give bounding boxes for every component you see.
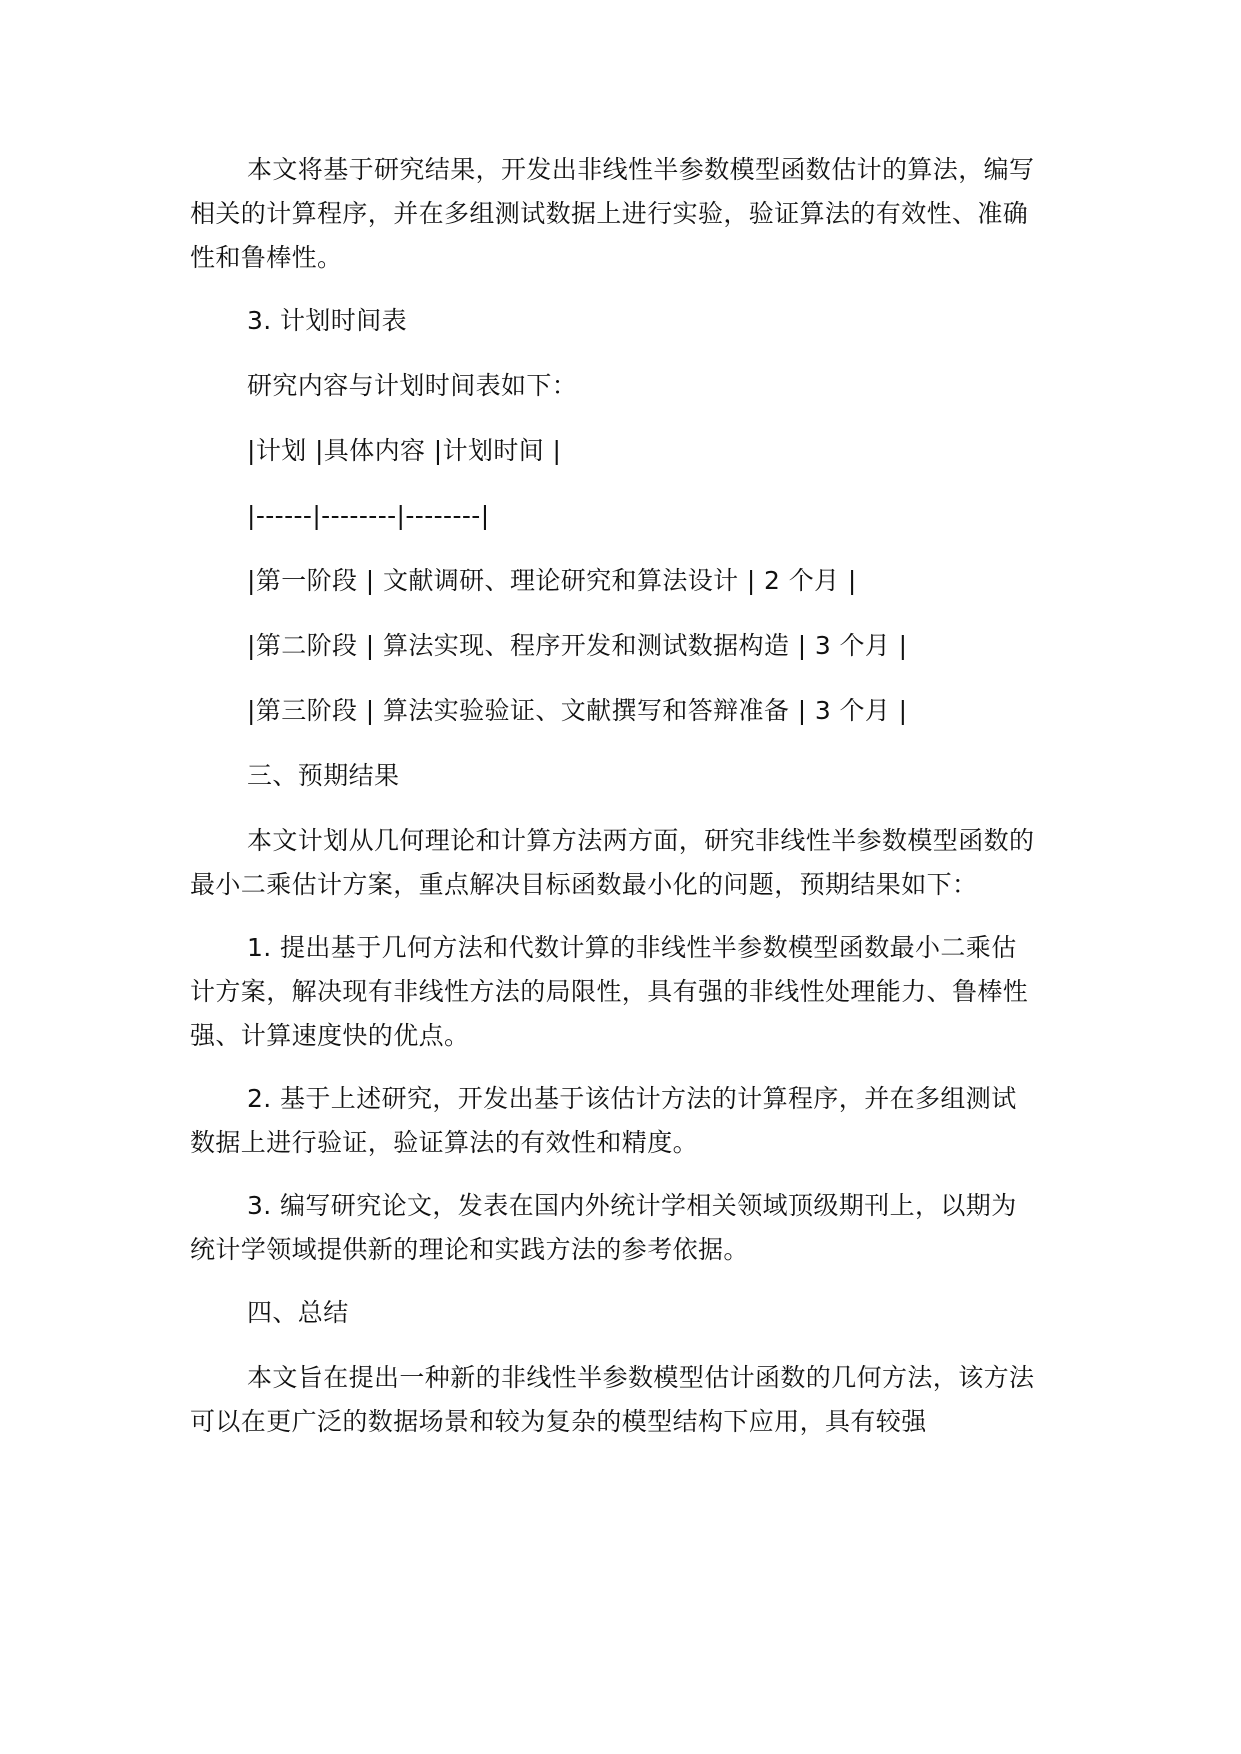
table-row-stage-2: |第二阶段 | 算法实现、程序开发和测试数据构造 | 3 个月 |: [247, 631, 908, 660]
table-row-stage-1: |第一阶段 | 文献调研、理论研究和算法设计 | 2 个月 |: [247, 566, 857, 595]
table-separator-row: |------|--------|--------|: [247, 501, 490, 530]
heading-schedule: 3. 计划时间表: [247, 306, 407, 335]
paragraph-result-1: 1. 提出基于几何方法和代数计算的非线性半参数模型函数最小二乘估计方案，解决现有非线性方法的局限性，具有强的非线性处理能力、鲁棒性强、计算速度快的优点。: [190, 933, 1029, 1050]
paragraph-result-2: 2. 基于上述研究，开发出基于该估计方法的计算程序，并在多组测试数据上进行验证，验证算法的有效性和精度。: [190, 1084, 1017, 1157]
heading-expected-results: 三、预期结果: [247, 761, 400, 790]
paragraph-summary: 本文旨在提出一种新的非线性半参数模型估计函数的几何方法，该方法可以在更广泛的数据场景和较为复杂的模型结构下应用，具有较强: [190, 1363, 1035, 1436]
paragraph-expected-results-intro: 本文计划从几何理论和计算方法两方面，研究非线性半参数模型函数的最小二乘估计方案，重点解决目标函数最小化的问题，预期结果如下：: [190, 826, 1035, 899]
paragraph-result-3: 3. 编写研究论文，发表在国内外统计学相关领域顶级期刊上，以期为统计学领域提供新的理论和实践方法的参考依据。: [190, 1191, 1017, 1264]
paragraph-algorithm-plan: 本文将基于研究结果，开发出非线性半参数模型函数估计的算法，编写相关的计算程序，并在多组测试数据上进行实验，验证算法的有效性、准确性和鲁棒性。: [190, 155, 1035, 272]
document-page: [190, 148, 1040, 1463]
paragraph-schedule-intro: 研究内容与计划时间表如下：: [247, 371, 578, 400]
table-header-row: |计划 |具体内容 |计划时间 |: [247, 436, 562, 465]
table-row-stage-3: |第三阶段 | 算法实验验证、文献撰写和答辩准备 | 3 个月 |: [247, 696, 908, 725]
heading-summary: 四、总结: [247, 1298, 349, 1327]
